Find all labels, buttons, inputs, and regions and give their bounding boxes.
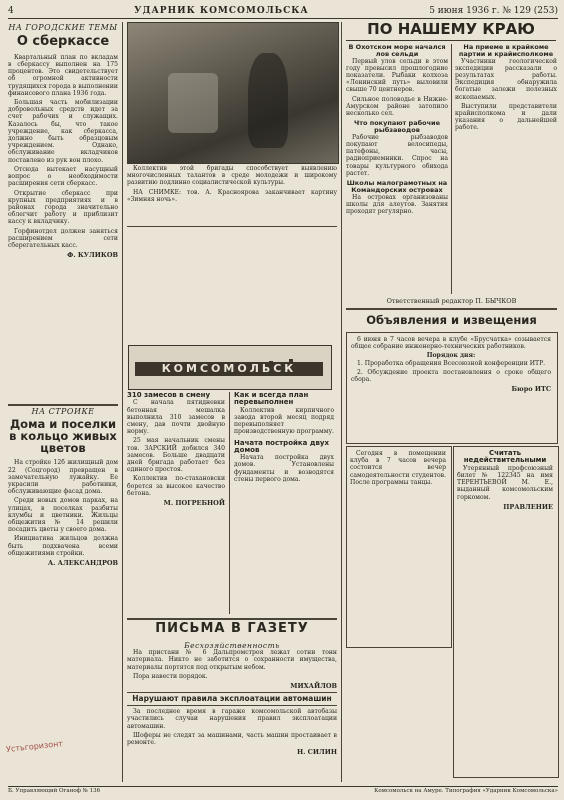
subhead: На приеме в крайкоме партии и крайисполкоме bbox=[458, 44, 554, 58]
signature: ПРАВЛЕНИЕ bbox=[503, 502, 553, 511]
caption-text: Коллектив этой бригады способствует выявлению многочисленных талантов в среде молодежи и широкому развитию подлинно социалистической культуры. bbox=[127, 165, 337, 187]
subhead: Школы малограмотных на Командорских островах bbox=[346, 179, 448, 194]
issue-date: 5 июня 1936 г. № 129 (253) bbox=[429, 6, 558, 16]
subhead: 310 замесов в смену bbox=[127, 392, 211, 399]
paragraph: 6 июня в 7 часов вечера в клубе «Брусчатка» созывается общее собрание инженерно-технических работников. bbox=[351, 336, 551, 351]
notices-title: Объявления и извещения bbox=[366, 313, 537, 327]
paragraph: Рабочие рыбзаводов покупают велосипеды, патефоны, часы, радиоприемники. Спрос на товары культурного обихода растет. bbox=[346, 133, 448, 177]
paragraph: На пристани № 6 Дальпромстроя лежат сотни тонн материала. Никто не заботится о сохранности имущества, материалы портятся под открытым небом. bbox=[127, 649, 337, 671]
agenda-title: Порядок дня: bbox=[426, 352, 476, 360]
headline-flowers: Дома и поселки в кольцо живых цветов bbox=[9, 417, 117, 456]
paragraph: Коллектив по-стахановски борется за высокое качество бетона. bbox=[127, 475, 225, 497]
column-rule bbox=[229, 392, 230, 614]
region-col-1 bbox=[346, 44, 448, 294]
photo-caption bbox=[127, 165, 337, 225]
left-column bbox=[8, 24, 118, 404]
komsomolsk-banner bbox=[128, 345, 332, 390]
rubric: НА ГОРОДСКИЕ ТЕМЫ bbox=[8, 24, 118, 32]
signature: А. АЛЕКСАНДРОВ bbox=[47, 559, 118, 568]
paragraph: Квартальный план по вкладам в сберкассу выполнен на 175 процентов. Это свидетельствует об огромной активности трудящихся города в выполнении финансового плана 1936 года. bbox=[8, 53, 118, 97]
ink-stamp: Устьгоризонт bbox=[5, 739, 64, 754]
column-rule bbox=[341, 22, 342, 782]
signature: М. ПОГРЕБНОЙ bbox=[163, 498, 225, 507]
signature: Н. СИЛИН bbox=[296, 748, 337, 757]
paragraph: Шоферы не следят за машинами, часть машин простаивает в ремонте. bbox=[127, 731, 337, 746]
paragraph: 1. Проработка обращения Всесоюзной конференции ИТР. bbox=[357, 359, 546, 367]
headline-savings: О сберкассе bbox=[16, 34, 110, 50]
paragraph: Участники геологической экспедиции рассказали о результатах работы. Экспедиция обнаружила богатые залежи полезных ископаемых. bbox=[455, 57, 557, 101]
page-footer bbox=[8, 786, 558, 794]
subhead: В Охотском море начался лов сельди bbox=[348, 44, 446, 58]
paragraph: Горфинотдел должен заняться расширением сети сберегательных касс. bbox=[8, 227, 118, 249]
rubric: НА СТРОЙКЕ bbox=[31, 408, 95, 416]
paragraph: 2. Обсуждение проекта постановления о сроке общего сбора. bbox=[351, 368, 551, 384]
paragraph: Начата постройка двух домов. Установлены фундаменты и возводятся стены первого дома. bbox=[234, 454, 334, 483]
paragraph: С начала пятидневки бетонная мешалка выполнила 310 замесов в смену, дав почти двойную норму. bbox=[127, 399, 225, 436]
paragraph: Сегодня в помещении клуба в 7 часов вечера состоится вечер самодеятельности студентов. После программы танцы. bbox=[350, 450, 446, 486]
paragraph: Большая часть мобилизации добровольных средств идет за счет рабочих и служащих. Казалось бы, что такое учреждение, как сберкасса, должно быть образцовым учреждением. Однако, обслуживание вкладчиков поставлено из рук вон плохо. bbox=[8, 99, 118, 164]
letters-section bbox=[127, 642, 337, 782]
region-col-2 bbox=[455, 44, 557, 294]
paragraph: Пора навести порядок. bbox=[133, 672, 208, 680]
subhead: Бесхозяйственность bbox=[184, 642, 280, 650]
notice-3 bbox=[457, 450, 553, 772]
subhead: Начата постройка двух домов bbox=[234, 438, 329, 454]
caption-text: НА СНИМКЕ: тов. А. Красноярова заканчивает картину «Зимняя ночь». bbox=[127, 188, 337, 203]
subhead: Как и всегда план перевыполнен bbox=[234, 392, 309, 407]
paragraph: 25 мая начальник смены тов. ЗАРСКИЙ добился 340 замесов. Больше двадцати дней бригада работает без единого простоя. bbox=[127, 437, 225, 474]
paragraph: Коллектив кирпичного завода второй месяц подряд перевыполняет производственную программу. bbox=[234, 406, 334, 436]
paper-title: УДАРНИК КОМСОМОЛЬСКА bbox=[134, 6, 309, 16]
signature: МИХАЙЛОВ bbox=[290, 682, 337, 691]
divider bbox=[127, 226, 337, 227]
article-mixer bbox=[127, 392, 225, 617]
paragraph: На стройке 12б жилищный дом 22 (Соцгород) превращен в замечательную лужайку. Ее украсили работники, обслуживающие фасад дома. bbox=[8, 459, 118, 496]
divider bbox=[346, 308, 557, 310]
divider bbox=[127, 618, 337, 620]
paragraph: Инициатива жильцов должна быть подхвачена всеми общежитиями стройки. bbox=[8, 535, 118, 557]
editor-signature: Ответственный редактор П. БЫЧКОВ bbox=[386, 298, 517, 305]
paragraph: Открытие сберкасс при крупных предприятиях и в районах города значительно облегчит работу и приблизит кассу к вкладчику. bbox=[8, 189, 118, 226]
page-number: 4 bbox=[8, 6, 14, 16]
paragraph: Выступили представители крайисполкома и дали указания о дальнейшей работе. bbox=[455, 102, 557, 132]
photo-artist bbox=[127, 22, 339, 164]
subhead: Что покупают рабочие рыбзаводов bbox=[353, 119, 441, 135]
left-column-2 bbox=[5, 408, 118, 780]
paragraph: Отсюда вытекает насущный вопрос о необходимости расширения сети сберкасс. bbox=[8, 165, 118, 188]
signature: Бюро ИТС bbox=[511, 385, 551, 394]
notice-2 bbox=[350, 450, 446, 644]
masthead bbox=[8, 4, 558, 19]
article-plan bbox=[234, 392, 334, 617]
footer-left: Б. Управляющий Оганоф № 136 bbox=[8, 788, 101, 794]
letters-title: ПИСЬМА В ГАЗЕТУ bbox=[155, 621, 309, 636]
paragraph: На островах организованы школы для алеутов. Занятия проходят регулярно. bbox=[346, 193, 448, 216]
signature: Ф. КУЛИКОВ bbox=[67, 251, 118, 260]
paragraph: За последнее время в гараже комсомольской автобазы участились случаи нарушения правил эксплоатации автомашин. bbox=[127, 708, 337, 730]
banner-title: КОМСОМОЛЬСК bbox=[135, 362, 323, 376]
paragraph: Сильное половодье в Нижне-Амурском районе затопило несколько сел. bbox=[346, 95, 448, 118]
divider bbox=[8, 404, 118, 406]
subhead: Нарушают правила эксплоатации автомашин bbox=[132, 694, 332, 704]
paragraph: Среди новых домов парках, на улицах, в поселках разбиты клумбы и цветники. Жильцы общежития № 14 решили посадить цветы у своего дома. bbox=[8, 497, 118, 534]
editor-line bbox=[346, 298, 557, 308]
notice-1 bbox=[351, 336, 551, 440]
column-rule bbox=[451, 44, 452, 294]
footer-right: Комсомольск на Амуре. Типография «Ударник Комсомольска» bbox=[374, 788, 558, 794]
region-headline: ПО НАШЕМУ КРАЮ bbox=[346, 22, 556, 41]
paragraph: Первый улов сельди в этом году превысил прошлогодние показатели. Рыбаки колхоза «Ленинский путь» выловили свыше 70 центнеров. bbox=[346, 57, 448, 94]
paragraph: Утерянный профсоюзный билет № 122345 на имя ТЕРЕНТЬЕВОЙ М. Е., выданный комсомольским горкомом. bbox=[457, 464, 553, 501]
subhead: Считать недействительными bbox=[463, 450, 547, 465]
subhead-box bbox=[127, 692, 337, 706]
column-rule bbox=[122, 22, 123, 782]
